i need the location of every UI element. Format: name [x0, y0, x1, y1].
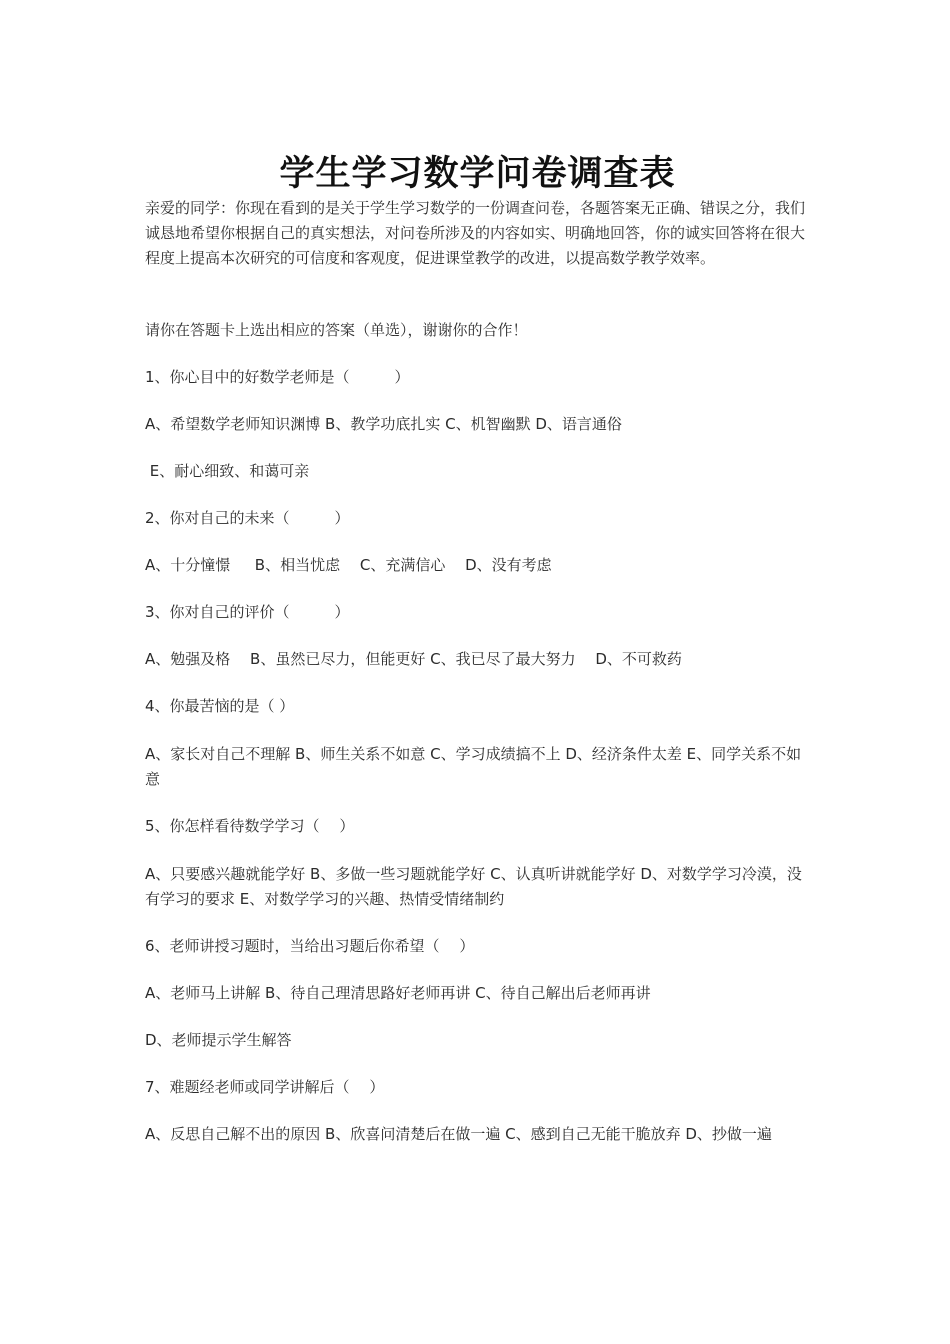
question-6-options-continued: D、老师提示学生解答: [145, 1031, 292, 1049]
instruction-text: 请你在答题卡上选出相应的答案（单选），谢谢你的合作！: [145, 321, 528, 339]
question-1: 1、你心目中的好数学老师是（ ）: [145, 368, 410, 386]
question-3-options: A、勉强及格 B、虽然已尽力，但能更好 C、我已尽了最大努力 D、不可救药: [145, 650, 682, 668]
question-4: 4、你最苦恼的是（ ）: [145, 697, 295, 715]
question-6: 6、老师讲授习题时，当给出习题后你希望（ ）: [145, 937, 475, 955]
page-title: 学生学习数学问卷调查表: [279, 153, 676, 195]
question-7: 7、难题经老师或同学讲解后（ ）: [145, 1078, 385, 1096]
question-5: 5、你怎样看待数学学习（ ）: [145, 817, 355, 835]
intro-paragraph: 亲爱的同学：你现在看到的是关于学生学习数学的一份调查问卷，各题答案无正确、错误之分，我们诚恳地希望你根据自己的真实想法，对问卷所涉及的内容如实、明确地回答，你的诚实回答将在很大程度上提高本次研究的可信度和客观度，促进课堂教学的改进，以提高数学教学效率。: [145, 199, 806, 267]
question-3: 3、你对自己的评价（ ）: [145, 603, 350, 621]
question-4-options: A、家长对自己不理解 B、师生关系不如意 C、学习成绩搞不上 D、经济条件太差 E、同学关系不如意: [145, 745, 802, 788]
question-7-options: A、反思自己解不出的原因 B、欣喜问清楚后在做一遍 C、感到自己无能干脆放弃 D、抄做一遍: [145, 1125, 772, 1143]
question-1-options-continued: E、耐心细致、和蔼可亲: [145, 462, 310, 480]
question-2: 2、你对自己的未来（ ）: [145, 509, 350, 527]
question-6-options: A、老师马上讲解 B、待自己理清思路好老师再讲 C、待自己解出后老师再讲: [145, 984, 651, 1002]
question-2-options: A、十分憧憬 B、相当忧虑 C、充满信心 D、没有考虑: [145, 556, 552, 574]
question-5-options: A、只要感兴趣就能学好 B、多做一些习题就能学好 C、认真听讲就能学好 D、对数学学习冷漠，没有学习的要求 E、对数学学习的兴趣、热情受情绪制约: [145, 865, 802, 908]
question-1-options: A、希望数学老师知识渊博 B、教学功底扎实 C、机智幽默 D、语言通俗: [145, 415, 622, 433]
